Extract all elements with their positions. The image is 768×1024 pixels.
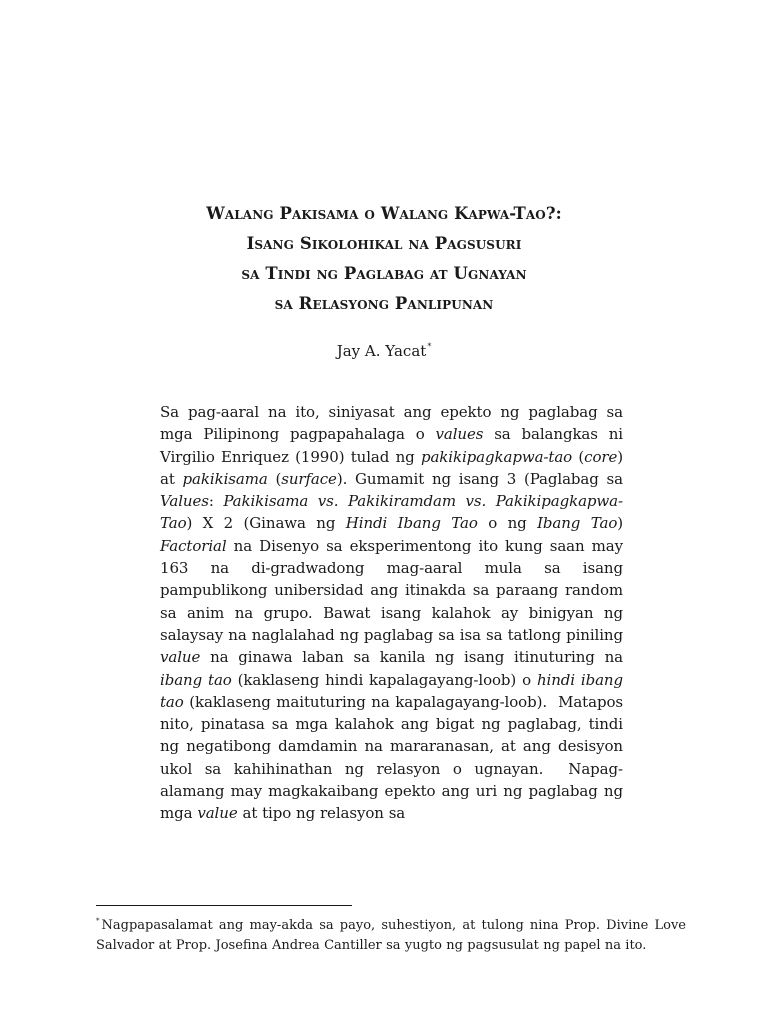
abstract-italic-term: ibang tao [160,670,232,689]
abstract-text: ). Gumamit ng isang 3 (Paglabag sa [336,469,623,488]
abstract-text: at tipo ng relasyon sa [237,804,406,823]
author-footnote-marker: * [427,342,432,351]
abstract-text: Sa pag-aaral na ito, siniyasat ang epekto ng paglabag sa mga Pilipinong pagpapahalaga o [160,403,623,444]
author-name: Jay A. Yacat [336,342,427,360]
paper-title [0,199,768,319]
title-line: Walang Pakisama o Walang Kapwa-Tao?: [206,204,562,223]
abstract-text: (kaklaseng maituturing na kapalagayang-loob). Matapos nito, pinatasa sa mga kalahok ang bigat ng paglabag, tindi ng negatibong damdamin na mararanasan, at ang desisyon ukol sa kahihinathan ng relasyon o ugnayan. Napag-alamang may magkakaibang epekto ang uri ng paglabag ng mga [160,692,623,823]
abstract-italic-term: values [435,425,484,444]
title-line: Isang Sikolohikal na Pagsusuri [246,234,522,253]
abstract-italic-term: core [584,447,618,466]
abstract-text: ( [572,447,585,466]
abstract-text: : [208,492,224,511]
abstract-italic-term: hindi ibang tao [160,670,623,711]
footnote [96,911,686,956]
footnote-marker: * [96,917,100,925]
author-line [0,337,768,361]
abstract-italic-term: Pakikisama vs. Pakikiramdam vs. Pakikipagkapwa-Tao [160,492,623,533]
abstract-text: na Disenyo sa eksperimentong ito kung saan may 163 na di-gradwadong mag-aaral mula sa isang pampublikong unibersidad ang itinakda sa paraang random sa anim na grupo. Bawat isang kalahok ay binigyan ng salaysay na naglalahad ng paglabag sa isa sa tatlong piniling [160,536,623,644]
abstract-italic-term: Values [160,492,209,511]
abstract-italic-term: value [160,648,201,667]
abstract-italic-term: Factorial [160,536,227,555]
abstract-italic-term: pakikipagkapwa-tao [420,447,573,466]
abstract-text: o ng [477,514,538,533]
title-line: sa Tindi ng Paglabag at Ugnayan [241,264,527,283]
abstract-italic-term: surface [281,469,337,488]
abstract-italic-term: value [197,804,238,823]
abstract-italic-term: pakikisama [182,469,268,488]
abstract-italic-term: Hindi Ibang Tao [345,514,478,533]
footnote-text: Nagpapasalamat ang may-akda sa payo, suhestiyon, at tulong nina Prop. Divine Love Salvador at Prop. Josefina Andrea Cantiller sa yugto ng pagsusulat ng papel na ito. [96,918,686,953]
abstract-text: ) X 2 (Ginawa ng [186,514,346,533]
abstract-text: ) at [160,447,624,488]
abstract-italic-term: Ibang Tao [537,514,618,533]
title-line: sa Relasyong Panlipunan [274,294,494,313]
abstract-text: ) [617,514,624,533]
abstract-text: na ginawa laban sa kanila ng isang itinuturing na [200,648,623,667]
abstract-text: sa balangkas ni Virgilio Enriquez (1990) tulad ng [160,425,623,466]
abstract-text: (kaklaseng hindi kapalagayang-loob) o [231,670,537,689]
abstract-text: ( [267,469,282,488]
abstract-paragraph [160,401,623,825]
footnote-divider [96,905,352,906]
